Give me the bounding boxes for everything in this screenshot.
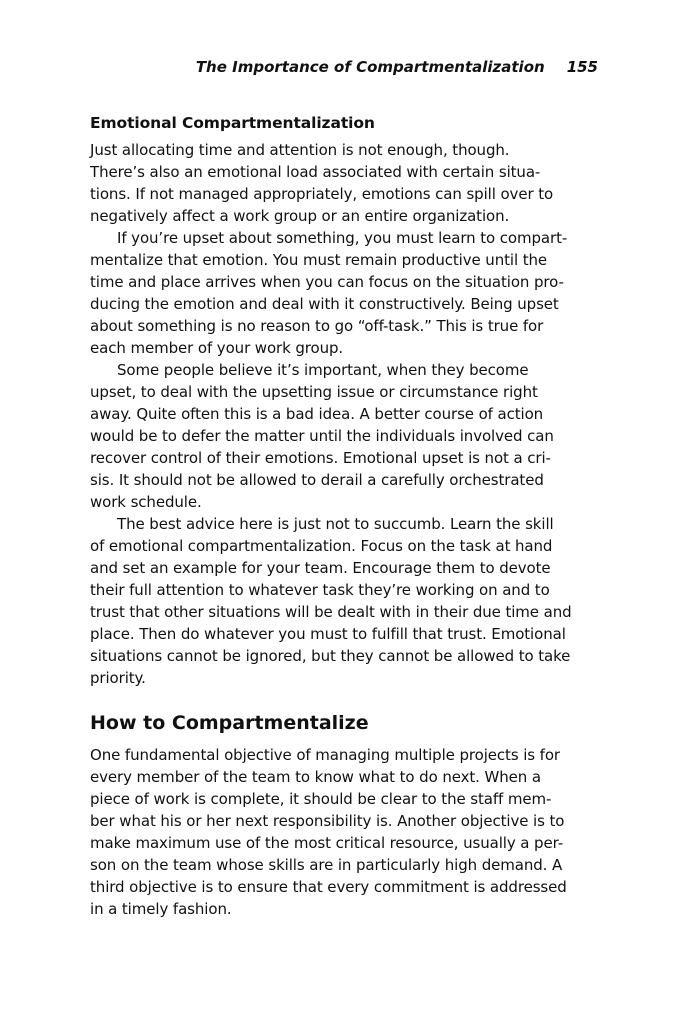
running-head xyxy=(90,55,598,79)
text-line: away. Quite often this is a bad idea. A better course of action xyxy=(90,405,544,423)
text-line: situations cannot be ignored, but they cannot be allowed to take xyxy=(90,647,571,665)
text-line: ducing the emotion and deal with it constructively. Being upset xyxy=(90,295,559,313)
page-number: 155 xyxy=(566,58,598,76)
text-line: of emotional compartmentalization. Focus on the task at hand xyxy=(90,537,553,555)
text-line: place. Then do whatever you must to fulfill that trust. Emotional xyxy=(90,625,566,643)
section-heading-how-to-compartmentalize: How to Compartmentalize xyxy=(90,712,369,734)
text-line: sis. It should not be allowed to derail a carefully orchestrated xyxy=(90,471,544,489)
sub-heading-emotional-compartmentalization: Emotional Compartmentalization xyxy=(90,114,375,132)
running-title: The Importance of Compartmentalization xyxy=(195,58,545,76)
text-line: Just allocating time and attention is not enough, though. xyxy=(90,141,510,159)
text-line: The best advice here is just not to succumb. Learn the skill xyxy=(117,515,554,533)
text-line: priority. xyxy=(90,669,146,687)
text-line: If you’re upset about something, you must learn to compart- xyxy=(117,229,568,247)
text-line: negatively affect a work group or an entire organization. xyxy=(90,207,510,225)
text-line: in a timely fashion. xyxy=(90,900,232,918)
text-line: and set an example for your team. Encourage them to devote xyxy=(90,559,551,577)
text-line: time and place arrives when you can focus on the situation pro- xyxy=(90,273,564,291)
text-line: trust that other situations will be dealt with in their due time and xyxy=(90,603,572,621)
text-line: tions. If not managed appropriately, emotions can spill over to xyxy=(90,185,554,203)
text-line: There’s also an emotional load associated with certain situa- xyxy=(90,163,541,181)
text-line: One fundamental objective of managing multiple projects is for xyxy=(90,746,560,764)
text-line: their full attention to whatever task they’re working on and to xyxy=(90,581,550,599)
text-line: son on the team whose skills are in particularly high demand. A xyxy=(90,856,563,874)
text-line: Some people believe it’s important, when they become xyxy=(117,361,529,379)
text-line: make maximum use of the most critical resource, usually a per- xyxy=(90,834,564,852)
text-line: piece of work is complete, it should be clear to the staff mem- xyxy=(90,790,552,808)
text-line: about something is no reason to go “off-task.” This is true for xyxy=(90,317,544,335)
text-line: upset, to deal with the upsetting issue or circumstance right xyxy=(90,383,538,401)
text-line: recover control of their emotions. Emotional upset is not a cri- xyxy=(90,449,551,467)
text-line: work schedule. xyxy=(90,493,202,511)
text-line: ber what his or her next responsibility is. Another objective is to xyxy=(90,812,565,830)
text-line: each member of your work group. xyxy=(90,339,344,357)
text-line: would be to defer the matter until the individuals involved can xyxy=(90,427,554,445)
text-line: mentalize that emotion. You must remain productive until the xyxy=(90,251,548,269)
text-line: third objective is to ensure that every commitment is addressed xyxy=(90,878,567,896)
text-line: every member of the team to know what to do next. When a xyxy=(90,768,541,786)
